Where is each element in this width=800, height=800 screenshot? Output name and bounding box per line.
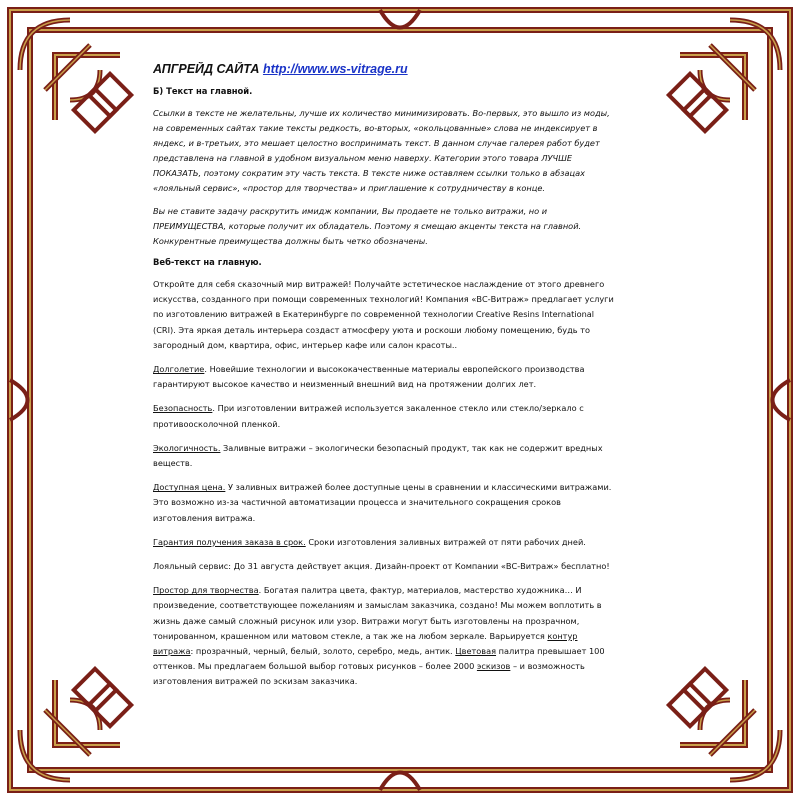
feature-text: Сроки изготовления заливных витражей от пяти рабочих дней.: [305, 536, 586, 547]
creative-text-2: : прозрачный, черный, белый, золото, серебро, медь, антик.: [190, 646, 456, 657]
contour-link[interactable]: контур витража: [153, 630, 578, 657]
intro-paragraph-2: Вы не ставите задачу раскрутить имидж компании, Вы продаете не только витражи, но и ПРЕИМУЩЕСТВА, которые получит их обладатель. Поэтому я смещаю акценты текста на главной. Конкурентные преимущества должны быть четко обозначены.: [153, 206, 582, 246]
feature-price: [153, 480, 618, 526]
feature-label: Доступная цена.: [153, 482, 226, 493]
page-title: [153, 62, 618, 76]
feature-label: Долголетие: [153, 364, 205, 375]
color-link[interactable]: Цветовая: [455, 646, 497, 657]
feature-text: . Новейшие технологии и высококачественные материалы европейского производства гарантируют высокое качество и неизменный внешний вид на протяжении долгих лет.: [153, 364, 585, 390]
feature-ecology: [153, 441, 618, 471]
creative-text-4: – и возможность изготовления витражей по эскизам заказчика.: [153, 661, 585, 687]
title-text: АПГРЕЙД САЙТА: [153, 62, 260, 76]
feature-label: Безопасность: [153, 403, 213, 414]
creative-text-3: палитра превышает 100 оттенков. Мы предлагаем большой выбор готовых рисунков – более 2000: [153, 646, 605, 672]
feature-label: Гарантия получения заказа в срок.: [153, 536, 306, 547]
site-link[interactable]: http://www.ws-vitrage.ru: [262, 62, 408, 76]
creative-paragraph: [153, 583, 618, 689]
web-text-heading: Веб-текст на главную.: [153, 257, 262, 267]
feature-label: Экологичность.: [153, 442, 221, 453]
feature-safety: [153, 401, 618, 431]
feature-guarantee: [153, 535, 618, 550]
lead-paragraph: Откройте для себя сказочный мир витражей! Получайте эстетическое наслаждение от этого древнего искусства, созданного при помощи современных технологий! Компания «ВС-Витраж» предлагает услуги по изготовлению витражей в Екатеринбурге по современной технологии Creative Resins International (CRI). Эта яркая деталь интерьера создаст атмосферу уюта и роскоши любому помещению, будь то загородный дом, квартира, офис, интерьер кафе или салон красоты..: [153, 279, 614, 350]
sketches-link[interactable]: эскизов: [476, 661, 511, 672]
loyal-service-paragraph: Лояльный сервис: До 31 августа действует акция. Дизайн-проект от Компании «ВС-Витраж» бесплатно!: [153, 561, 610, 572]
feature-text: Заливные витражи – экологически безопасный продукт, так как не содержит вредных веществ.: [153, 442, 603, 469]
creative-text-1: . Богатая палитра цвета, фактур, материалов, мастерство художника… И произведение, соответствующее пожеланиям и замыслам заказчика, создано! Мы можем воплотить в жизнь даже самый сложный рисунок или узор. Витражи могут быть изготовлены на прозрачном, тонированном, крашенном или матовом стекле, а так же на любом зеркале. Варьируется: [153, 585, 602, 641]
feature-longevity: [153, 362, 618, 392]
feature-text: У заливных витражей более доступные цены в сравнении и классическими витражами. Это возможно из-за частичной автоматизации процесса и значительного сокращения сроков изготовления витража.: [153, 482, 612, 523]
document-body: [153, 62, 618, 767]
feature-text: . При изготовлении витражей используется закаленное стекло или стекло/зеркало с противоосколочной пленкой.: [153, 403, 584, 429]
section-heading-b: Б) Текст на главной.: [153, 86, 253, 96]
intro-paragraph-1: Ссылки в тексте не желательны, лучше их количество минимизировать. Во-первых, это вышло из моды, на современных сайтах такие тексты редкость, во-вторых, «окольцованные» слова не индексирует в яндекс, и в-третьих, это мешает целостно воспринимать текст. В данном случае галерея работ будет представлена на главной в удобном визуальном меню наверху. Категории этого товара ЛУЧШЕ ПОКАЗАТЬ, поэтому сократим эту часть текста. В тексте ниже оставляем ссылки только в абзацах «лояльный сервис», «простор для творчества» и приглашение к сотрудничеству в конце.: [153, 108, 610, 193]
creative-label[interactable]: Простор для творчества: [153, 585, 259, 596]
